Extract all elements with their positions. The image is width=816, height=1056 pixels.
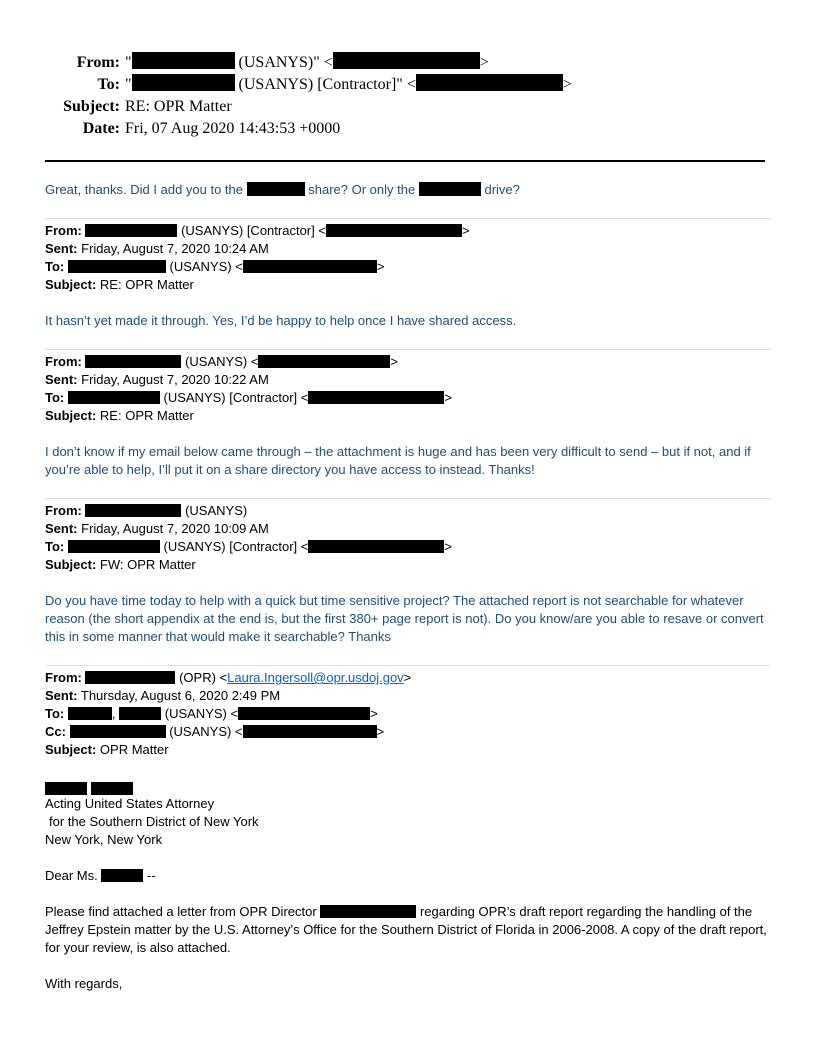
- redacted-name: [45, 782, 87, 795]
- redacted-email: [243, 725, 377, 738]
- header-to-org: (USANYS) [Contractor]" <: [238, 76, 416, 93]
- msg3-subject: Subject: FW: OPR Matter: [45, 557, 196, 572]
- redacted-name: [68, 391, 160, 404]
- header-subject: [0, 96, 800, 118]
- header-subject-label: Subject:: [63, 98, 120, 115]
- redacted-drive-name: [419, 182, 481, 196]
- msg2-to: To: (USANYS) [Contractor] < >: [45, 390, 452, 405]
- sender-email-link[interactable]: Laura.Ingersoll@opr.usdoj.gov: [227, 670, 404, 685]
- address-line-3: New York, New York: [45, 832, 163, 847]
- header-from-label: From:: [76, 54, 120, 71]
- msg4-sent: Sent: Thursday, August 6, 2020 2:49 PM: [45, 688, 281, 703]
- msg2-from: From: (USANYS) < >: [45, 354, 399, 369]
- redacted-email: [308, 391, 444, 404]
- header-from-end: >: [479, 54, 489, 71]
- redacted-email: [238, 707, 370, 720]
- msg2-sent: Sent: Friday, August 7, 2020 10:22 AM: [45, 372, 269, 387]
- header-to-label: To:: [97, 76, 120, 93]
- header-to-quote: ": [125, 76, 132, 93]
- msg1-body: It hasn’t yet made it through. Yes, I’d be happy to help once I have shared access.: [45, 313, 517, 328]
- greeting: Dear Ms. --: [45, 868, 156, 883]
- header-from: [0, 52, 800, 74]
- redacted-name: [85, 355, 181, 368]
- msg1-to: To: (USANYS) < >: [45, 259, 385, 274]
- reply-body-latest: Great, thanks. Did I add you to the share? Or only the drive?: [45, 182, 520, 197]
- msg3-sent: Sent: Friday, August 7, 2020 10:09 AM: [45, 521, 269, 536]
- msg4-subject: Subject: OPR Matter: [45, 742, 169, 757]
- msg3-body: Do you have time today to help with a quick but time sensitive project? The attached report is not searchable for whatever reason (the short appendix at the end is, but the first 380+ page report is not). Do you know/are you able to resave or convert this in some manner that would make it searchable? Thanks: [45, 593, 764, 644]
- redacted-name: [70, 725, 166, 738]
- header-date-label: Date:: [82, 120, 120, 137]
- msg4-from: From: (OPR) <Laura.Ingersoll@opr.usdoj.gov>: [45, 670, 412, 685]
- message-separator: [45, 665, 771, 666]
- redacted-director-name: [320, 905, 416, 918]
- message-separator: [45, 218, 771, 219]
- header-to: [0, 74, 800, 96]
- msg2-body: I don’t know if my email below came through – the attachment is huge and has been very difficult to send – but if not, and if you’re able to help, I’ll put it on a share directory you have access to instead. Thanks!: [45, 444, 751, 477]
- redacted-recipient-name: [132, 74, 235, 91]
- letter-paragraph: Please find attached a letter from OPR Director regarding OPR’s draft report regarding the handling of the Jeffrey Epstein matter by the U.S. Attorney’s Office for the Southern District of Florida in 2006-2008. A copy of the draft report, for your review, is also attached.: [45, 904, 767, 955]
- redacted-name: [68, 260, 166, 273]
- redacted-share-name: [247, 182, 305, 196]
- redacted-name: [85, 504, 181, 517]
- header-date: [0, 118, 800, 140]
- message-separator: [45, 349, 771, 350]
- redacted-sender-name: [132, 52, 235, 69]
- address-line-2: for the Southern District of New York: [49, 814, 259, 829]
- redacted-email: [308, 540, 444, 553]
- redacted-name: [101, 869, 143, 882]
- header-divider: [45, 160, 765, 162]
- redacted-sender-email: [333, 52, 480, 69]
- msg1-subject: Subject: RE: OPR Matter: [45, 277, 194, 292]
- redacted-name: [85, 224, 177, 237]
- message-separator: [45, 498, 771, 499]
- redacted-name: [68, 540, 160, 553]
- msg3-from: From: (USANYS): [45, 503, 248, 518]
- header-from-org: (USANYS)" <: [238, 54, 333, 71]
- header-date-value: Fri, 07 Aug 2020 14:43:53 +0000: [125, 120, 341, 137]
- msg1-sent: Sent: Friday, August 7, 2020 10:24 AM: [45, 241, 269, 256]
- redacted-email: [243, 260, 377, 273]
- msg4-cc: Cc: (USANYS) < >: [45, 724, 385, 739]
- header-subject-value: RE: OPR Matter: [125, 98, 232, 115]
- msg1-from: From: (USANYS) [Contractor] < >: [45, 223, 470, 238]
- redacted-name: [85, 671, 175, 684]
- redacted-email: [326, 224, 462, 237]
- msg3-to: To: (USANYS) [Contractor] < >: [45, 539, 452, 554]
- header-from-quote: ": [125, 54, 132, 71]
- redacted-name: [91, 782, 133, 795]
- closing: With regards,: [45, 976, 123, 991]
- msg2-subject: Subject: RE: OPR Matter: [45, 408, 194, 423]
- redacted-email: [258, 355, 390, 368]
- redacted-recipient-email: [416, 74, 563, 91]
- msg4-to: To: , (USANYS) < >: [45, 706, 378, 721]
- redacted-name: [68, 707, 112, 720]
- redacted-name: [119, 707, 161, 720]
- address-line-1: Acting United States Attorney: [45, 796, 215, 811]
- header-to-end: >: [562, 76, 572, 93]
